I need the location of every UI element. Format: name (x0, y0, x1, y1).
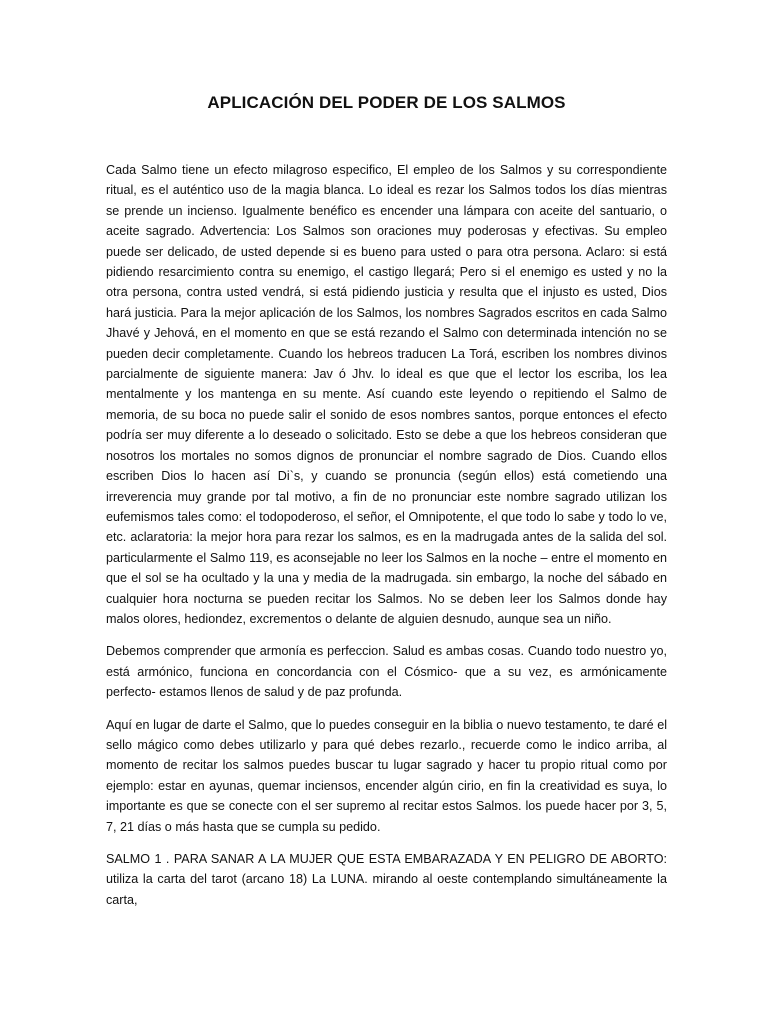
paragraph-harmony: Debemos comprender que armonía es perfeccion. Salud es ambas cosas. Cuando todo nuestro yo, está armónico, funciona en concordancia con el Cósmico- que a su vez, es armónicamente perfecto- estamos llenos de salud y de paz profunda. (106, 644, 667, 700)
paragraph-instructions: Aquí en lugar de darte el Salmo, que lo puedes conseguir en la biblia o nuevo testamento, te daré el sello mágico como debes utilizarlo y para qué debes rezarlo., recuerde como le indico arriba, al momento de recitar los salmos puedes buscar tu lugar sagrado y hacer tu propio ritual como por ejemplo: estar en ayunas, quemar inciensos, encender algún cirio, en fin la creatividad es suya, lo importante es que se conecte con el ser supremo al recitar estos Salmos. los puede hacer por 3, 5, 7, 21 días o más hasta que se cumpla su pedido. (106, 717, 667, 834)
paragraph-intro: Cada Salmo tiene un efecto milagroso especifico, El empleo de los Salmos y su correspondiente ritual, es el auténtico uso de la magia blanca. Lo ideal es rezar los Salmos todos los días mientras se prende un incienso. Igualmente benéfico es encender una lámpara con aceite del santuario, o aceite sagrado. Advertencia: Los Salmos son oraciones muy poderosas y efectivas. Su empleo puede ser delicado, de usted depende si es bueno para usted o para otra persona. Aclaro: si está pidiendo resarcimiento contra su enemigo, el castigo llegará; Pero si el enemigo es usted y no la otra persona, contra usted vendrá, si está pidiendo justicia y resulta que el injusto es usted, Dios hará justicia. Para la mejor aplicación de los Salmos, los nombres Sagrados escritos en cada Salmo Jhavé y Jehová, en el momento en que se está rezando el Salmo con determinada intención no se pueden decir completamente. Cuando los hebreos traducen La Torá, escriben los nombres divinos parcialmente de siguiente manera: Jav ó Jhv. lo ideal es que que el lector los escriba, los lea mentalmente y los mantenga en su mente. Así cuando este leyendo o repitiendo el Salmo de memoria, de su boca no puede salir el sonido de esos nombres santos, porque entonces el efecto podría ser muy diferente a lo deseado o solicitado. Esto se debe a que los hebreos consideran que nosotros los mortales no somos dignos de pronunciar el nombre sagrado de Dios. Cuando ellos escriben Dios lo hacen así Di`s, y cuando se pronuncia (según ellos) está cometiendo una irreverencia muy grande por tal motivo, a fin de no pronunciar este nombre sagrado utilizan los eufemismos tales como: el todopoderoso, el señor, el Omnipotente, el que todo lo sabe y todo lo ve, etc. aclaratoria: la mejor hora para rezar los salmos, es en la madrugada antes de la salida del sol. particularmente el Salmo 119, es aconsejable no leer los Salmos en la noche – entre el momento en que el sol se ha ocultado y la una y media de la madrugada. sin embargo, la noche del sábado en cualquier hora nocturna se pueden recitar los Salmos. No se deben leer los Salmos donde hay malos olores, hediondez, excrementos o delante de alguien desnudo, aunque sea un niño. (106, 163, 667, 626)
document-title: APLICACIÓN DEL PODER DE LOS SALMOS (207, 93, 566, 112)
paragraph-salmo-1: SALMO 1 . PARA SANAR A LA MUJER QUE ESTA EMBARAZADA Y EN PELIGRO DE ABORTO: utiliza la carta del tarot (arcano 18) La LUNA. mirando al oeste contemplando simultáneamente la carta, (106, 852, 667, 907)
